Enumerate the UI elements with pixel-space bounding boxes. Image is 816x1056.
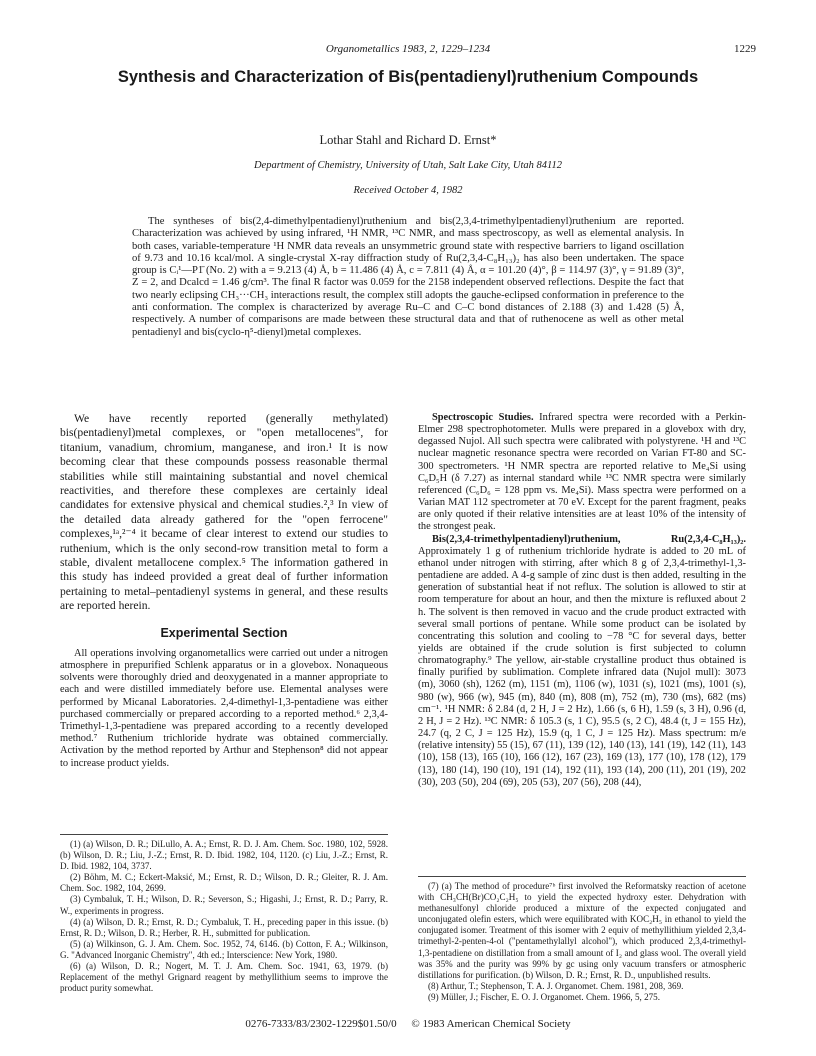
article-title: Synthesis and Characterization of Bis(pentadienyl)ruthenium Compounds <box>117 68 699 86</box>
spectroscopic-text: Infrared spectra were recorded with a Perkin-Elmer 298 spectrophotometer. Mulls were prepared in a glovebox with dry, degassed Nujol. All such spectra were calibrated with polystyrene. ¹H and ¹³C nuclear magnetic resonance spectra were recorded on Varian FT-80 and SC-300 spectrometers. ¹H NMR spectra are reported relative to Me₄Si using C₆D₅H (δ 7.27) as internal standard while ¹³C NMR spectra were similarly referenced (C₆D₆ = 128 ppm vs. Me₄Si). Mass spectra were performed on a Varian MAT 112 spectrometer at 70 eV. Except for the parent fragment, peaks are only quoted if their relative intensities are at least 10% of the intensity of the strongest peak. <box>418 412 746 533</box>
spectroscopic-paragraph <box>418 412 746 534</box>
authors: Lothar Stahl and Richard D. Ernst* <box>319 133 497 147</box>
footnote: (5) (a) Wilkinson, G. J. Am. Chem. Soc. 1952, 74, 6146. (b) Cotton, F. A.; Wilkinson, G. "Advanced Inorganic Chemistry", 4th ed.; Interscience: New York, 1980. <box>60 938 388 960</box>
page-number: 1229 <box>734 43 756 55</box>
journal-citation: Organometallics 1983, 2, 1229–1234 <box>325 43 491 55</box>
copyright: © 1983 American Chemical Society <box>411 1018 571 1030</box>
footnote: (6) (a) Wilson, D. R.; Nogert, M. T. J. Am. Chem. Soc. 1941, 63, 1979. (b) Replacement of the methyl Grignard reagent by methyllithium seems to improve the product purity somewhat. <box>60 961 388 994</box>
synthesis-text: Approximately 1 g of ruthenium trichloride hydrate is added to 20 mL of ethanol under nitrogen with stirring, after which 8 g of 2,3,4-trimethyl-1,3-pentadiene are added. A 4-g sample of zinc dust is then added, resulting in the generation of substantial heat if not reflux. The solution is allowed to stir at room temperature for about an hour, and then the mixture is refluxed about 2 h. The solvent is then removed in vacuo and the crude product extracted with several small portions of pentane. While some product can be isolated by concentrating this solution and cooling to −78 °C for several days, better yields are obtained if the crude solution is first subjected to column chromatography.⁹ The yellow, air-stable crystalline product thus obtained is finally purified by sublimation. Complete infrared data (Nujol mull): 3073 (m), 3060 (sh), 1262 (m), 1151 (m), 1106 (w), 1031 (s), 1021 (ms), 1001 (s), 980 (w), 966 (w), 945 (m), 840 (m), 808 (m), 752 (m), 730 (ms), 682 (ms) cm⁻¹. ¹H NMR: δ 2.84 (d, 2 H, J = 2 Hz), 1.66 (s, 6 H), 1.59 (s, 3 H), 0.96 (d, 2 H, J = 2 Hz). ¹³C NMR: δ 105.3 (s, 1 C), 95.5 (s, 2 C), 48.4 (t, J = 155 Hz), 24.7 (q, 2 C, J = 125 Hz), 15.9 (q, 1 C, J = 125 Hz). Mass spectrum: m/e (relative intensity) 55 (15), 67 (11), 139 (12), 140 (13), 141 (19), 142 (11), 143 (10), 158 (13), 165 (10), 166 (12), 167 (23), 169 (13), 177 (10), 178 (12), 179 (13), 180 (14), 190 (10), 191 (14), 192 (11), 193 (14), 200 (11), 201 (19), 202 (30), 203 (50), 204 (69), 205 (53), 207 (56), 208 (44), <box>418 545 746 788</box>
synthesis-paragraph <box>418 534 746 789</box>
spectroscopic-heading: Spectroscopic Studies. <box>432 412 534 423</box>
affiliation: Department of Chemistry, University of Utah, Salt Lake City, Utah 84112 <box>253 160 563 171</box>
right-column <box>418 412 746 789</box>
running-head <box>60 43 756 59</box>
section-heading-experimental: Experimental Section <box>160 625 288 640</box>
experimental-paragraph: All operations involving organometallics were carried out under a nitrogen atmosphere in prepurified Schlenk apparatus or in a glovebox. Nonaqueous solvents were thoroughly dried and deoxygenated in a manner appropriate to each and were distilled immediately before use. Elemental analyses were performed by Micanal Laboratories. 2,4-dimethyl-1,3-pentadiene was either purchased commercially or prepared according to a reported method.⁶ 2,3,4-Trimethyl-1,3-pentadiene was prepared according to a recently developed method.⁷ Ruthenium trichloride hydrate was obtained commercially. Activation by the method reported by Arthur and Stephenson⁸ did not appear to increase product yields. <box>60 647 388 769</box>
footnote: (2) Böhm, M. C.; Eckert-Maksić, M.; Ernst, R. D.; Wilson, D. R.; Gleiter, R. J. Am. Chem. Soc. 1982, 104, 2699. <box>60 872 388 894</box>
article-code: 0276-7333/83/2302-1229$01.50/0 <box>245 1018 397 1030</box>
left-column <box>60 412 388 770</box>
footnote: (3) Cymbaluk, T. H.; Wilson, D. R.; Severson, S.; Higashi, J.; Ernst, R. D.; Parry, R. W., experiments in progress. <box>60 894 388 916</box>
footnotes-right <box>418 876 746 1003</box>
abstract: The syntheses of bis(2,4-dimethylpentadienyl)ruthenium and bis(2,3,4-trimethylpentadienyl)ruthenium are reported. Characterization was achieved by using infrared, ¹H NMR, ¹³C NMR, and mass spectroscopy, as well as elemental analysis. In both cases, variable-temperature ¹H NMR data reveals an unsymmetric ground state with respective barriers to ligand oscillation of 9.73 and 10.16 kcal/mol. A single-crystal X-ray diffraction study of Ru(2,3,4-C₈H₁₃)₂ has also been undertaken. The space group is Cᵢ¹—P1̄ (No. 2) with a = 9.213 (4) Å, b = 11.486 (4) Å, c = 7.811 (4) Å, α = 101.20 (4)°, β = 114.97 (3)°, γ = 91.89 (3)°, Z = 2, and Dcalcd = 1.46 g/cm³. The final R factor was 0.059 for the 2158 independent observed reflections. Despite the fact that two nearly eclipsing CH₃···CH₃ interactions result, the complex still adopts the gauche-eclipsed conformation in preference to the anti conformation. The complex is characterized by average Ru–C and C–C bond distances of 2.188 (3) and 1.428 (5) Å, respectively. A number of comparisons are made between these structural data and that of ruthenocene as well as other metal pentadienyl and bis(cyclo-η⁵-dienyl)metal complexes. <box>132 216 684 338</box>
synthesis-heading: Bis(2,3,4-trimethylpentadienyl)ruthenium, Ru(2,3,4-C₈H₁₃)₂. <box>432 533 746 545</box>
page-footer <box>60 1018 756 1030</box>
footnote: (8) Arthur, T.; Stephenson, T. A. J. Organomet. Chem. 1981, 208, 369. <box>428 980 684 991</box>
footnotes-left <box>60 834 388 994</box>
footnote: (7) (a) The method of procedure⁷ᵇ first involved the Reformatsky reaction of acetone with CH₃CH(Br)CO₂C₂H₅ to yield the expected hydroxy ester. Dehydration with methanesulfonyl chloride produced a mixture of the expected conjugated and unconjugated olefin esters, which were equilibrated with KOC₂H₅ in ethanol to yield the conjugated isomer. Treatment of this isomer with 2 equiv of methyllithium yielded 2,3,4-trimethyl-2-penten-4-ol ("pentamethylallyl alcohol"), which produced 2,3,4-trimethyl-1,3-pentadiene on distillation from a small amount of I₂ and glass wool. The overall yield was 35% and the purity was 99% by gc using only vacuum transfers or atmospheric distillations for purification. (b) Wilson, D. R.; Ernst, R. D., unpublished results. <box>418 881 746 980</box>
footnote: (1) (a) Wilson, D. R.; DiLullo, A. A.; Ernst, R. D. J. Am. Chem. Soc. 1980, 102, 5928. (b) Wilson, D. R.; Liu, J.-Z.; Ernst, R. D. Ibid. 1982, 104, 1120. (c) Liu, J.-Z.; Ernst, R. D. Ibid. 1982, 104, 3737. <box>60 839 388 872</box>
introduction-paragraph: We have recently reported (generally methylated) bis(pentadienyl)metal complexes, or "open metallocenes", for titanium, vanadium, chromium, manganese, and iron.¹ It is now becoming clear that these compounds possess reasonable thermal stabilities while still maintaining substantial and novel chemical reactivities, and therefore these complexes are certainly ideal candidates for extensive physical and chemical studies.²,³ In view of the detailed data already gathered for the "open ferrocene" complexes,¹ᵃ,²⁻⁴ it became of clear interest to extend our studies to ruthenium, which is the only second-row transition metal to form a stable, divalent metallocene complex.⁵ The information gathered in this study has indeed provided a great deal of further information pertaining to metal–pentadienyl systems in general, and these results are reported herein. <box>60 412 388 613</box>
footnote: (9) Müller, J.; Fischer, E. O. J. Organomet. Chem. 1966, 5, 275. <box>428 991 660 1002</box>
footnote: (4) (a) Wilson, D. R.; Ernst, R. D.; Cymbaluk, T. H., preceding paper in this issue. (b) Ernst, R. D.; Wilson, D. R.; Herber, R. H., submitted for publication. <box>60 916 388 938</box>
received-date: Received October 4, 1982 <box>353 185 463 196</box>
